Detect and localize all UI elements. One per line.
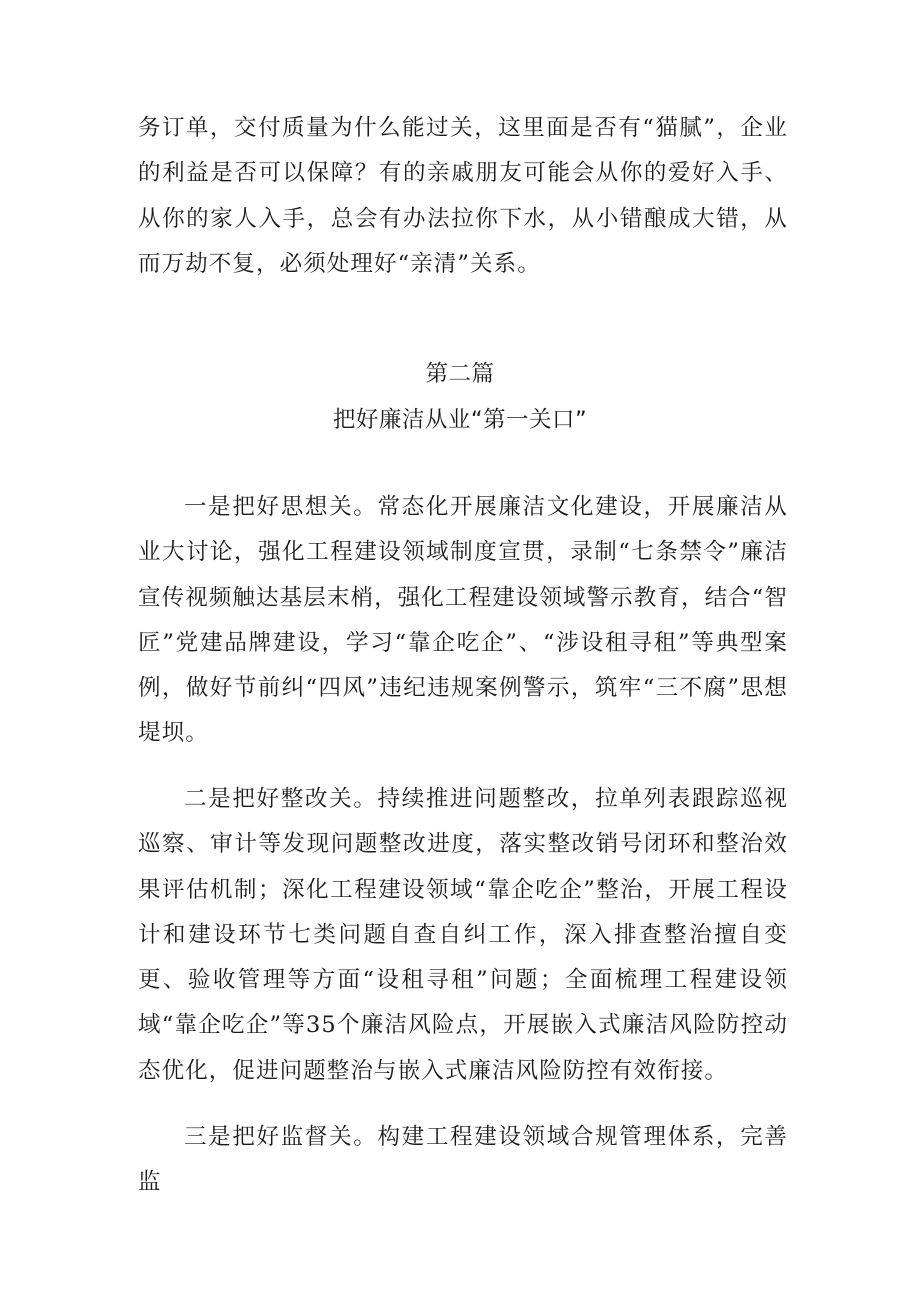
- section-title: 把好廉洁从业“第一关口”: [332, 407, 588, 433]
- section-part-label: 第二篇: [425, 361, 495, 387]
- paragraph-continued: 务订单，交付质量为什么能过关，这里面是否有“猫腻”，企业的利益是否可以保障？有的亲戚朋友可能会从你的爱好入手、从你的家人入手，总会有办法拉你下水，从小错酿成大错，从而万劫不复，必须处理好“亲清”关系。: [138, 115, 788, 277]
- paragraph-rectification: 二是把好整改关。持续推进问题整改，拉单列表跟踪巡视巡察、审计等发现问题整改进度，落实整改销号闭环和整治效果评估机制；深化工程建设领域“靠企吃企”整治，开展工程设计和建设环节七类问题自查自纠工作，深入排查整治擅自变更、验收管理等方面“设租寻租”问题；全面梳理工程建设领域“靠企吃企”等35个廉洁风险点，开展嵌入式廉洁风险防控动态优化，促进问题整治与嵌入式廉洁风险防控有效衔接。: [138, 786, 788, 1084]
- paragraph-supervision: 三是把好监督关。构建工程建设领域合规管理体系，完善监: [138, 1124, 788, 1196]
- paragraph-ideology: 一是把好思想关。常态化开展廉洁文化建设，开展廉洁从业大讨论，强化工程建设领域制度宣贯，录制“七条禁令”廉洁宣传视频触达基层末梢，强化工程建设领域警示教育，结合“智匠”党建品牌建设，学习“靠企吃企”、“涉设租寻租”等典型案例，做好节前纠“四风”违纪违规案例警示，筑牢“三不腐”思想堤坝。: [138, 494, 788, 747]
